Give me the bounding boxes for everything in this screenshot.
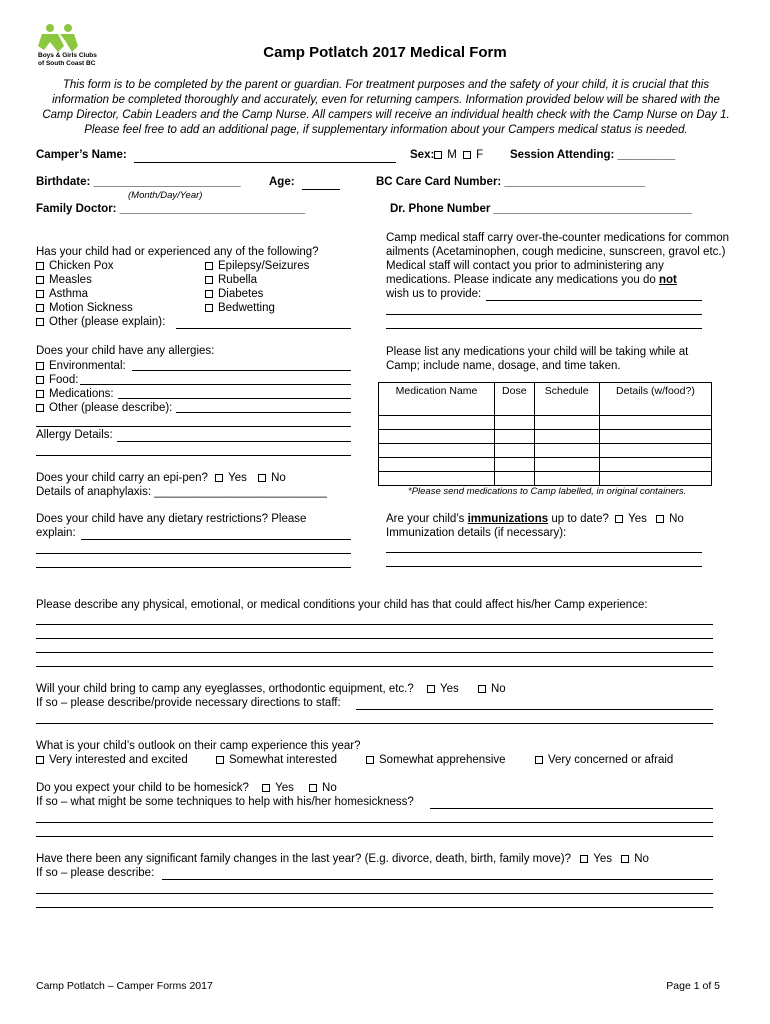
- family-followup: If so – please describe:: [36, 867, 155, 879]
- allergy-list: [36, 359, 172, 415]
- table-row[interactable]: [379, 472, 712, 486]
- sex-field: Sex: M F: [410, 149, 484, 161]
- allergy-option[interactable]: Other (please describe):: [36, 401, 172, 415]
- dr-phone-field[interactable]: Dr. Phone Number _______________________________: [390, 203, 692, 215]
- family-doctor-field[interactable]: Family Doctor: _____________________________: [36, 203, 306, 215]
- diet-line[interactable]: [81, 539, 351, 540]
- otc-line[interactable]: [486, 300, 702, 301]
- table-row[interactable]: [379, 458, 712, 472]
- table-header: Details (w/food?): [599, 383, 711, 416]
- age-field[interactable]: [302, 189, 340, 190]
- conditions-line[interactable]: [36, 624, 713, 625]
- family-yes-checkbox[interactable]: [580, 855, 588, 863]
- table-header: Schedule: [534, 383, 599, 416]
- outlook-option[interactable]: Very concerned or afraid: [535, 754, 673, 766]
- history-left-list: [36, 259, 165, 329]
- history-option[interactable]: Motion Sickness: [36, 301, 165, 315]
- logo-text: Boys & Girls Clubs of South Coast BC: [38, 52, 97, 67]
- history-option[interactable]: Other (please explain):: [36, 315, 165, 329]
- allergy-line[interactable]: [36, 426, 351, 427]
- outlook-option[interactable]: Very interested and excited: [36, 754, 188, 766]
- history-right-list: [205, 259, 309, 315]
- allergy-option[interactable]: Environmental:: [36, 359, 172, 373]
- eyeglasses-yes-checkbox[interactable]: [427, 685, 435, 693]
- homesick-line[interactable]: [430, 808, 713, 809]
- allergy-line[interactable]: [80, 384, 351, 385]
- sex-f-checkbox[interactable]: [463, 151, 471, 159]
- immunization-line[interactable]: [386, 566, 702, 567]
- homesick-followup: If so – what might be some techniques to help with his/her homesickness?: [36, 796, 414, 808]
- eyeglasses-line[interactable]: [36, 723, 713, 724]
- epipen-yes-checkbox[interactable]: [215, 474, 223, 482]
- eyeglasses-no-checkbox[interactable]: [478, 685, 486, 693]
- history-option[interactable]: Asthma: [36, 287, 165, 301]
- eyeglasses-line[interactable]: [356, 709, 713, 710]
- footer-page-number: Page 1 of 5: [666, 980, 720, 992]
- immunization-line[interactable]: [386, 552, 702, 553]
- immunization-yes-checkbox[interactable]: [615, 515, 623, 523]
- epipen-no-checkbox[interactable]: [258, 474, 266, 482]
- table-row[interactable]: [379, 416, 712, 430]
- eyeglasses-followup: If so – please describe/provide necessary directions to staff:: [36, 697, 341, 709]
- diet-question: Does your child have any dietary restrictions? Please: [36, 513, 307, 525]
- history-other-line[interactable]: [176, 328, 351, 329]
- diet-line[interactable]: [36, 553, 351, 554]
- eyeglasses-question: Will your child bring to camp any eyeglasses, orthodontic equipment, etc.? Yes No: [36, 683, 506, 695]
- homesick-yes-checkbox[interactable]: [262, 784, 270, 792]
- table-header: Medication Name: [379, 383, 495, 416]
- meds-paragraph: Please list any medications your child will be taking while at Camp; include name, dosage, and time taken.: [386, 346, 689, 372]
- allergy-option[interactable]: Medications:: [36, 387, 172, 401]
- session-field[interactable]: Session Attending: _________: [510, 149, 676, 161]
- allergy-line[interactable]: [132, 370, 351, 371]
- conditions-line[interactable]: [36, 652, 713, 653]
- conditions-question: Please describe any physical, emotional, or medical conditions your child has that could affect his/her Camp experience:: [36, 599, 648, 611]
- history-option[interactable]: Measles: [36, 273, 165, 287]
- otc-line[interactable]: [386, 328, 702, 329]
- homesick-line[interactable]: [36, 836, 713, 837]
- family-line[interactable]: [162, 879, 713, 880]
- homesick-question: Do you expect your child to be homesick? Yes No: [36, 782, 337, 794]
- diet-line[interactable]: [36, 567, 351, 568]
- family-no-checkbox[interactable]: [621, 855, 629, 863]
- immunization-details-label: Immunization details (if necessary):: [386, 527, 567, 539]
- care-card-field[interactable]: BC Care Card Number: ______________________: [376, 176, 646, 188]
- anaphylaxis-field[interactable]: Details of anaphylaxis: ___________________________: [36, 486, 327, 498]
- allergy-details-line[interactable]: [36, 455, 351, 456]
- campers-name-field[interactable]: [134, 162, 396, 163]
- homesick-line[interactable]: [36, 822, 713, 823]
- table-row[interactable]: [379, 430, 712, 444]
- outlook-option[interactable]: Somewhat interested: [216, 754, 337, 766]
- otc-paragraph: Camp medical staff carry over-the-counter medications for common ailments (Acetaminophen, cough medicine, sunscreen, gravol etc.) Medical staff will contact you prior to administering any medications. Please indicate any medications you do not wish us to provide:: [386, 232, 730, 300]
- allergy-line[interactable]: [118, 398, 351, 399]
- age-label: Age:: [269, 176, 295, 188]
- outlook-question: What is your child’s outlook on their camp experience this year?: [36, 740, 361, 752]
- conditions-line[interactable]: [36, 666, 713, 667]
- table-row[interactable]: [379, 444, 712, 458]
- allergy-question: Does your child have any allergies:: [36, 345, 215, 357]
- immunization-no-checkbox[interactable]: [656, 515, 664, 523]
- immunization-question: Are your child’s immunizations up to date? Yes No: [386, 513, 684, 525]
- outlook-option[interactable]: Somewhat apprehensive: [366, 754, 506, 766]
- medications-table: [378, 382, 712, 486]
- history-option[interactable]: Epilepsy/Seizures: [205, 259, 309, 273]
- footer-left: Camp Potlatch – Camper Forms 2017: [36, 980, 213, 992]
- allergy-option[interactable]: Food:: [36, 373, 172, 387]
- campers-name-label: Camper’s Name:: [36, 149, 127, 161]
- history-option[interactable]: Bedwetting: [205, 301, 309, 315]
- epipen-question: Does your child carry an epi-pen? Yes No: [36, 472, 286, 484]
- allergy-details-label: Allergy Details:: [36, 429, 113, 441]
- family-line[interactable]: [36, 893, 713, 894]
- history-option[interactable]: Rubella: [205, 273, 309, 287]
- diet-explain-label: explain:: [36, 527, 76, 539]
- form-title: Camp Potlatch 2017 Medical Form: [263, 44, 507, 61]
- allergy-details-line[interactable]: [117, 441, 351, 442]
- intro-text: This form is to be completed by the parent or guardian. For treatment purposes and the safety of your child, it is crucial that this information be completed thoroughly and accurately, even for returning campers. Information provided below will be shared with the Camp Director, Cabin Leaders and the Camp Nurse. All campers will receive an individual health check with the Camp Nurse on Day 1. Please feel free to add an additional page, if supplementary information about your Campers medical status is needed.: [42, 79, 730, 136]
- allergy-line[interactable]: [176, 412, 351, 413]
- otc-line[interactable]: [386, 314, 702, 315]
- family-question: Have there been any significant family changes in the last year? (E.g. divorce, death, birth, family move)? Yes No: [36, 853, 649, 865]
- conditions-line[interactable]: [36, 638, 713, 639]
- birthdate-hint: (Month/Day/Year): [128, 190, 203, 201]
- sex-m-checkbox[interactable]: [434, 151, 442, 159]
- history-option[interactable]: Chicken Pox: [36, 259, 165, 273]
- family-line[interactable]: [36, 907, 713, 908]
- history-option[interactable]: Diabetes: [205, 287, 309, 301]
- meds-note: *Please send medications to Camp labelled, in original containers.: [408, 486, 687, 497]
- birthdate-field[interactable]: Birthdate: _______________________: [36, 176, 241, 188]
- homesick-no-checkbox[interactable]: [309, 784, 317, 792]
- history-question: Has your child had or experienced any of the following?: [36, 246, 319, 258]
- table-header: Dose: [495, 383, 535, 416]
